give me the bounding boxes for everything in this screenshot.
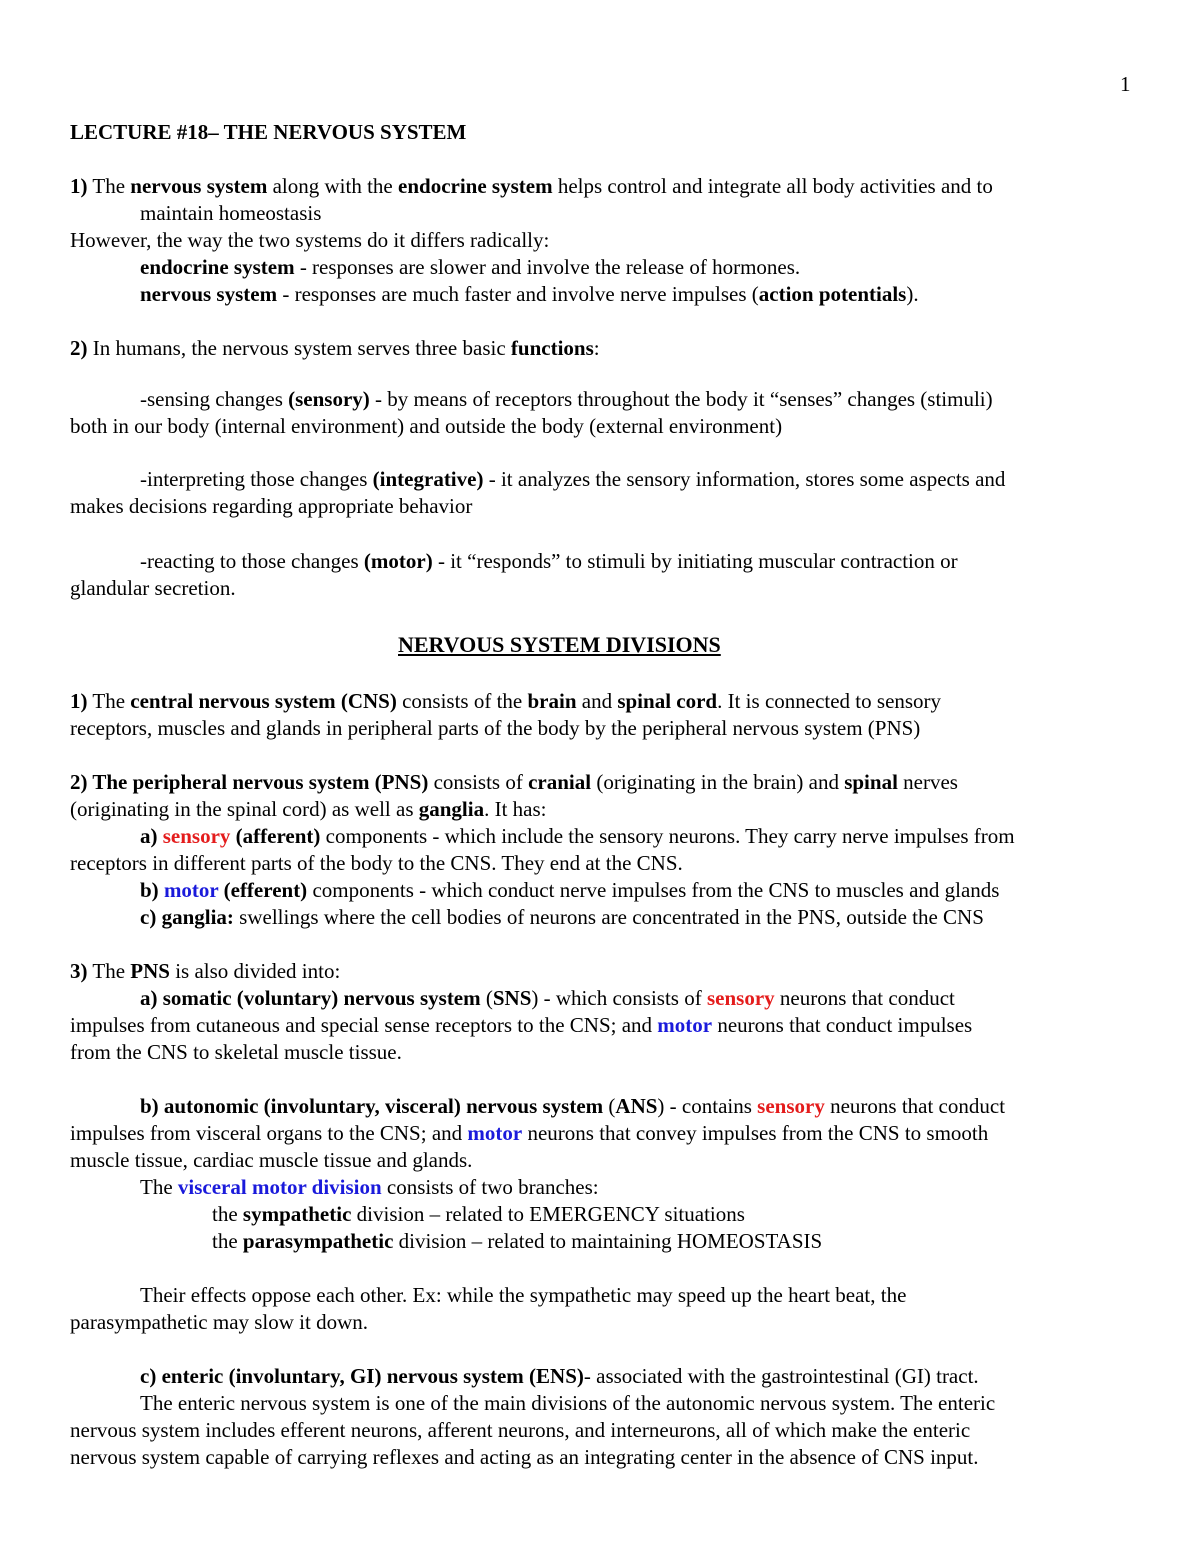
effects-1: Their effects oppose each other. Ex: while the sympathetic may speed up the heart beat, the [140, 1283, 907, 1307]
pns-b: b) motor (efferent) components - which conduct nerve impulses from the CNS to muscles and glands [140, 878, 1000, 902]
pnsdiv-line1: 3) The PNS is also divided into: [70, 959, 341, 983]
effects-2: parasympathetic may slow it down. [70, 1310, 369, 1334]
pnsdiv-a: a) somatic (voluntary) nervous system (SNS) - which consists of sensory neurons that conduct [140, 986, 955, 1010]
s1-nervous: nervous system - responses are much faster and involve nerve impulses (action potentials). [140, 282, 919, 306]
pns-c: c) ganglia: swellings where the cell bodies of neurons are concentrated in the PNS, outside the CNS [140, 905, 984, 929]
pns-line1: 2) The peripheral nervous system (PNS) consists of cranial (originating in the brain) and spinal nerves [70, 770, 958, 794]
s2-interpreting-2: makes decisions regarding appropriate behavior [70, 494, 473, 518]
pns-a: a) sensory (afferent) components - which include the sensory neurons. They carry nerve impulses from [140, 824, 1015, 848]
parasympathetic: the parasympathetic division – related to maintaining HOMEOSTASIS [212, 1229, 823, 1253]
visceral-motor: The visceral motor division consists of two branches: [140, 1175, 599, 1199]
pnsdiv-a-2: impulses from cutaneous and special sense receptors to the CNS; and motor neurons that conduct impulses [70, 1013, 973, 1037]
sympathetic: the sympathetic division – related to EMERGENCY situations [212, 1202, 745, 1226]
s2-sensing: -sensing changes (sensory) - by means of receptors throughout the body it “senses” changes (stimuli) [140, 387, 993, 411]
s2-sensing-2: both in our body (internal environment) and outside the body (external environment) [70, 414, 783, 438]
pnsdiv-b-2: impulses from visceral organs to the CNS; and motor neurons that convey impulses from the CNS to smooth [70, 1121, 989, 1145]
s1-endocrine: endocrine system - responses are slower and involve the release of hormones. [140, 255, 801, 279]
cns-line1: 1) The central nervous system (CNS) consists of the brain and spinal cord. It is connected to sensory [70, 689, 942, 713]
s1-line2: maintain homeostasis [140, 201, 322, 225]
pnsdiv-c-3: nervous system includes efferent neurons, afferent neurons, and interneurons, all of which make the enteric [70, 1418, 971, 1442]
s1-line1: 1) The nervous system along with the endocrine system helps control and integrate all body activities and to [70, 174, 993, 198]
pns-a-2: receptors in different parts of the body to the CNS. They end at the CNS. [70, 851, 683, 875]
s2-line1: 2) In humans, the nervous system serves three basic functions: [70, 336, 600, 360]
pnsdiv-c-4: nervous system capable of carrying reflexes and acting as an integrating center in the absence of CNS input. [70, 1445, 979, 1469]
pnsdiv-c: c) enteric (involuntary, GI) nervous system (ENS)- associated with the gastrointestinal (GI) tract. [140, 1364, 979, 1388]
pnsdiv-a-3: from the CNS to skeletal muscle tissue. [70, 1040, 402, 1064]
cns-line2: receptors, muscles and glands in peripheral parts of the body by the peripheral nervous system (PNS) [70, 716, 921, 740]
pnsdiv-c-2: The enteric nervous system is one of the main divisions of the autonomic nervous system. The enteric [140, 1391, 996, 1415]
divisions-heading: NERVOUS SYSTEM DIVISIONS [398, 632, 721, 657]
pnsdiv-b: b) autonomic (involuntary, visceral) nervous system (ANS) - contains sensory neurons that conduct [140, 1094, 1006, 1118]
pnsdiv-b-3: muscle tissue, cardiac muscle tissue and glands. [70, 1148, 473, 1172]
pns-line2: (originating in the spinal cord) as well as ganglia. It has: [70, 797, 547, 821]
s1-however: However, the way the two systems do it differs radically: [70, 228, 550, 252]
s2-reacting: -reacting to those changes (motor) - it “responds” to stimuli by initiating muscular contraction or [140, 549, 958, 573]
page-number: 1 [1120, 72, 1131, 96]
s2-reacting-2: glandular secretion. [70, 576, 236, 600]
lecture-title: LECTURE #18– THE NERVOUS SYSTEM [70, 120, 467, 144]
s2-interpreting: -interpreting those changes (integrative) - it analyzes the sensory information, stores some aspects and [140, 467, 1006, 491]
